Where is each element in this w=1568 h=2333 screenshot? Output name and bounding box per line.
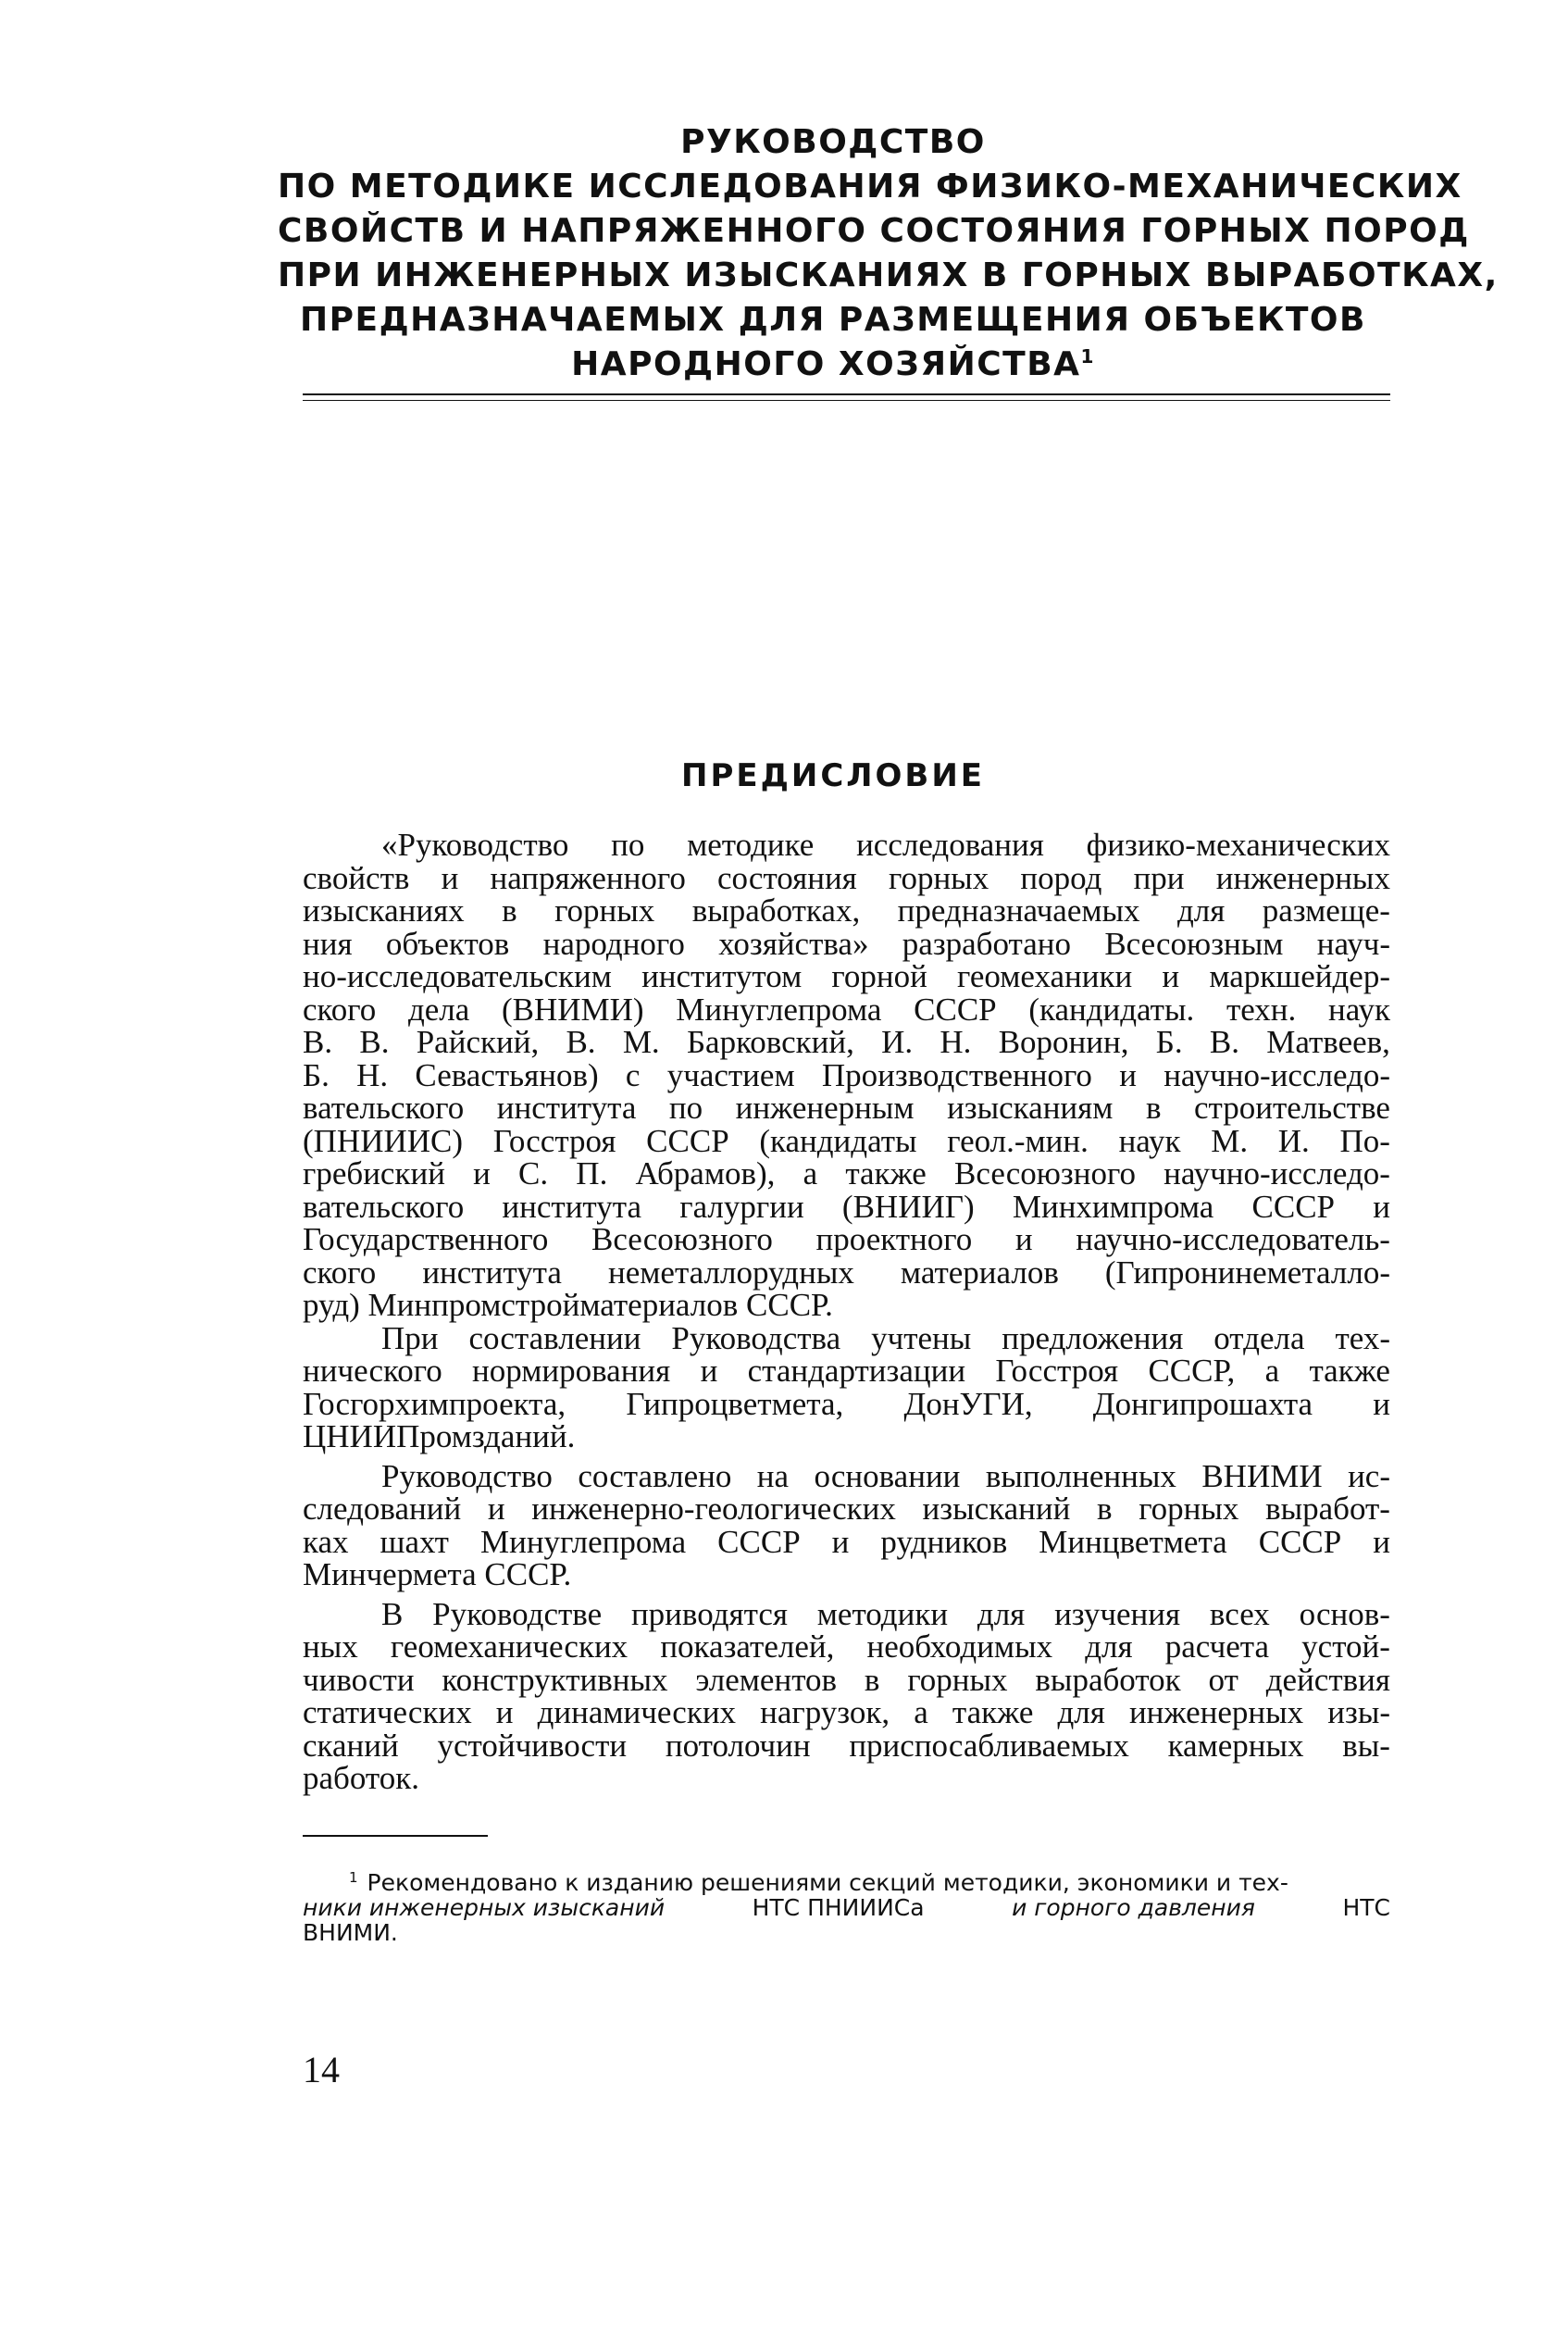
word: инженерных bbox=[1128, 1694, 1304, 1730]
word: конструктивных bbox=[442, 1661, 668, 1698]
word: Донгипрошахта bbox=[1092, 1385, 1313, 1422]
footnote-line-2 bbox=[303, 1895, 1390, 1920]
word: В. bbox=[566, 1024, 596, 1060]
word: нического bbox=[303, 1353, 442, 1389]
word: хозяйства» bbox=[718, 925, 869, 962]
text-line bbox=[303, 859, 1390, 896]
word: научно-исследо- bbox=[1164, 1155, 1390, 1191]
word: Н. bbox=[940, 1024, 972, 1060]
document-title bbox=[278, 120, 1499, 387]
title-footnote-mark: 1 bbox=[1080, 345, 1095, 368]
word: приводятся bbox=[630, 1595, 788, 1632]
word: науч- bbox=[1316, 925, 1390, 962]
word: в bbox=[1097, 1491, 1113, 1527]
text-line bbox=[303, 1630, 1390, 1664]
word: методике bbox=[687, 827, 815, 863]
paragraph-3 bbox=[303, 1457, 1390, 1592]
title-line: СВОЙСТВ И НАПРЯЖЕННОГО СОСТОЯНИЯ ГОРНЫХ ПОРОД bbox=[278, 212, 1470, 250]
text-line bbox=[303, 1354, 1390, 1388]
word: устой- bbox=[1301, 1628, 1390, 1665]
text-line: работок. bbox=[303, 1760, 419, 1796]
word: исследования bbox=[856, 827, 1044, 863]
word: галургии bbox=[679, 1188, 804, 1225]
text-line bbox=[303, 1056, 1390, 1093]
word: по bbox=[611, 827, 645, 863]
word: для bbox=[977, 1595, 1026, 1632]
word: инженерным bbox=[735, 1090, 915, 1126]
word: ис- bbox=[1348, 1457, 1390, 1494]
text-line bbox=[303, 1223, 1390, 1256]
word: участием bbox=[666, 1056, 795, 1093]
word: а bbox=[1264, 1353, 1280, 1389]
text-line bbox=[303, 1385, 1390, 1422]
word: неметаллорудных bbox=[608, 1254, 854, 1291]
word: показателей, bbox=[660, 1628, 835, 1665]
word: и bbox=[1373, 1188, 1390, 1225]
word: СССР bbox=[646, 1122, 729, 1159]
word: а bbox=[803, 1155, 818, 1191]
word: также bbox=[845, 1155, 927, 1191]
word: М. bbox=[622, 1024, 660, 1060]
word: Барковский, bbox=[686, 1024, 854, 1060]
word: И. bbox=[1277, 1122, 1310, 1159]
title-line-last bbox=[278, 343, 1388, 387]
word: выполненных bbox=[985, 1457, 1176, 1494]
footnote bbox=[303, 1870, 1390, 1945]
word: (Гипронинеметалло- bbox=[1104, 1254, 1390, 1291]
text-line bbox=[303, 894, 1390, 928]
text-line bbox=[303, 1457, 1390, 1494]
word: состояния bbox=[717, 859, 857, 896]
footnote-text: Рекомендовано к изданию решениями секций методики, экономики и тех- bbox=[367, 1869, 1288, 1896]
word: нормирования bbox=[472, 1353, 671, 1389]
word: а bbox=[914, 1694, 928, 1730]
word: По- bbox=[1339, 1122, 1390, 1159]
word: и bbox=[487, 1491, 505, 1527]
word: техн. bbox=[1226, 991, 1297, 1028]
word: сканий bbox=[303, 1727, 399, 1764]
word: геомеханики bbox=[957, 958, 1133, 994]
word: вательского bbox=[303, 1188, 465, 1225]
word: составлено bbox=[578, 1457, 732, 1494]
word: Руководства bbox=[671, 1319, 841, 1356]
word: и bbox=[1119, 1056, 1137, 1093]
title-divider bbox=[303, 393, 1390, 401]
text-line bbox=[303, 1157, 1390, 1191]
text-line bbox=[303, 1092, 1390, 1125]
text-line bbox=[303, 1188, 1390, 1225]
word: для bbox=[1057, 1694, 1105, 1730]
word: горной bbox=[831, 958, 927, 994]
word: горных bbox=[1139, 1491, 1239, 1527]
word: СССР bbox=[1258, 1523, 1342, 1560]
word: в bbox=[502, 892, 517, 929]
word: и bbox=[1014, 1221, 1033, 1257]
title-line: ПРЕДНАЗНАЧАЕМЫХ ДЛЯ РАЗМЕЩЕНИЯ ОБЪЕКТОВ bbox=[300, 301, 1366, 339]
word: наук bbox=[1327, 991, 1390, 1028]
word: гребиский bbox=[303, 1155, 445, 1191]
text-line: Минчермета СССР. bbox=[303, 1556, 572, 1592]
word: вательского bbox=[303, 1090, 465, 1126]
word: выработок bbox=[1035, 1661, 1181, 1698]
word: Всесоюзного bbox=[591, 1221, 773, 1257]
word: необходимых bbox=[866, 1628, 1053, 1665]
word: Матвеев, bbox=[1266, 1024, 1390, 1060]
word: следований bbox=[303, 1491, 462, 1527]
text-line bbox=[303, 993, 1390, 1027]
word: горных bbox=[907, 1661, 1008, 1698]
word: предложения bbox=[1002, 1319, 1184, 1356]
word: основании bbox=[814, 1457, 961, 1494]
page-number: 14 bbox=[303, 2049, 340, 2090]
text-line bbox=[303, 1026, 1390, 1059]
word: изы- bbox=[1327, 1694, 1390, 1730]
title-line: ПРИ ИНЖЕНЕРНЫХ ИЗЫСКАНИЯХ В ГОРНЫХ ВЫРАБОТКАХ, bbox=[278, 256, 1499, 294]
text-line: ЦНИИПромзданий. bbox=[303, 1418, 576, 1454]
word: учтены bbox=[871, 1319, 972, 1356]
word: в bbox=[864, 1661, 880, 1698]
word: института bbox=[496, 1090, 637, 1126]
word: стандартизации bbox=[747, 1353, 966, 1389]
word: чивости bbox=[303, 1661, 415, 1698]
word: и bbox=[1373, 1385, 1390, 1422]
word: Н. bbox=[356, 1056, 389, 1093]
word: СССР bbox=[717, 1523, 801, 1560]
word: маркшейдер- bbox=[1209, 958, 1390, 994]
word: разработано bbox=[902, 925, 1072, 962]
word: Минхимпрома bbox=[1012, 1188, 1214, 1225]
word: дела bbox=[407, 991, 470, 1028]
footnote-line-1 bbox=[303, 1870, 1390, 1895]
word: Воронин, bbox=[998, 1024, 1129, 1060]
word: Минуглепрома bbox=[479, 1523, 687, 1560]
word: ДонУГИ, bbox=[903, 1385, 1033, 1422]
word: и bbox=[831, 1523, 850, 1560]
word: и bbox=[1373, 1523, 1390, 1560]
paragraph-4 bbox=[303, 1595, 1390, 1796]
section-heading: ПРЕДИСЛОВИЕ bbox=[680, 757, 986, 794]
word: ского bbox=[303, 991, 377, 1028]
word: камерных bbox=[1167, 1727, 1304, 1764]
word: инженерных bbox=[1215, 859, 1390, 896]
footnote-line-3: ВНИМИ. bbox=[303, 1919, 398, 1946]
word: для bbox=[1085, 1628, 1133, 1665]
word: с bbox=[625, 1056, 641, 1093]
word: методики bbox=[816, 1595, 949, 1632]
word: строительстве bbox=[1194, 1090, 1390, 1126]
word: Руководство bbox=[381, 1457, 553, 1494]
word: ных bbox=[303, 1628, 358, 1665]
word: В bbox=[381, 1595, 404, 1632]
word: изысканиям bbox=[947, 1090, 1114, 1126]
word: отдела bbox=[1213, 1319, 1305, 1356]
word: Всесоюзным bbox=[1104, 925, 1284, 962]
word: Б. bbox=[1155, 1024, 1183, 1060]
word: П. bbox=[576, 1155, 608, 1191]
word: по bbox=[668, 1090, 703, 1126]
text-line bbox=[303, 1523, 1390, 1560]
word: В. bbox=[359, 1024, 390, 1060]
word: (ВНИИГ) bbox=[841, 1188, 975, 1225]
word: горных bbox=[888, 859, 989, 896]
text-line bbox=[303, 1256, 1390, 1290]
word: напряженного bbox=[490, 859, 686, 896]
word: ния bbox=[303, 925, 353, 962]
footnote-divider bbox=[303, 1835, 488, 1837]
text-line bbox=[303, 1595, 1390, 1632]
word: объектов bbox=[385, 925, 510, 962]
word: от bbox=[1208, 1661, 1238, 1698]
word: В. bbox=[1209, 1024, 1239, 1060]
word: геомеханических bbox=[390, 1628, 628, 1665]
word: геол.-мин. bbox=[947, 1122, 1089, 1159]
word: Гипроцветмета, bbox=[626, 1385, 844, 1422]
title-line: ПО МЕТОДИКЕ ИССЛЕДОВАНИЯ ФИЗИКО-МЕХАНИЧЕСКИХ bbox=[278, 168, 1462, 206]
title-line: РУКОВОДСТВО bbox=[680, 123, 986, 161]
word: института bbox=[502, 1188, 642, 1225]
word: Абрамов), bbox=[635, 1155, 776, 1191]
word: наук bbox=[1118, 1122, 1181, 1159]
word: Госстроя bbox=[995, 1353, 1119, 1389]
word: СССР, bbox=[1148, 1353, 1236, 1389]
word: и bbox=[1162, 958, 1180, 994]
text-line: руд) Минпромстройматериалов СССР. bbox=[303, 1287, 833, 1323]
word: выработках, bbox=[691, 892, 861, 929]
word: изучения bbox=[1054, 1595, 1181, 1632]
word: СССР bbox=[1251, 1188, 1336, 1225]
word: устойчивости bbox=[437, 1727, 628, 1764]
word: нагрузок, bbox=[760, 1694, 890, 1730]
word: также bbox=[1309, 1353, 1390, 1389]
word: проектного bbox=[815, 1221, 973, 1257]
word: С. bbox=[518, 1155, 549, 1191]
word: составлении bbox=[468, 1319, 641, 1356]
word: статических bbox=[303, 1694, 472, 1730]
word: института bbox=[422, 1254, 562, 1291]
word: При bbox=[381, 1319, 439, 1356]
word: Госстроя bbox=[492, 1122, 616, 1159]
word: (кандидаты. bbox=[1028, 991, 1195, 1028]
footnote-text: НТС bbox=[1342, 1894, 1390, 1921]
word: Госгорхимпроекта, bbox=[303, 1385, 566, 1422]
word: предназначаемых bbox=[897, 892, 1140, 929]
word: инженерно-геологических bbox=[531, 1491, 896, 1527]
word: вы- bbox=[1342, 1727, 1390, 1764]
footnote-text: НТС ПНИИИСа bbox=[752, 1894, 925, 1921]
body-text bbox=[303, 829, 1390, 1795]
word: для bbox=[1176, 892, 1226, 929]
word: ВНИМИ bbox=[1201, 1457, 1323, 1494]
word: материалов bbox=[900, 1254, 1059, 1291]
text-line bbox=[303, 829, 1390, 862]
word: но-исследовательским bbox=[303, 958, 612, 994]
footnote-mark: 1 bbox=[349, 1868, 358, 1886]
word: Производственного bbox=[821, 1056, 1092, 1093]
word: физико-механических bbox=[1086, 827, 1390, 863]
word: размеще- bbox=[1262, 892, 1390, 929]
word: «Руководство bbox=[381, 827, 569, 863]
title-line-text: НАРОДНОГО ХОЗЯЙСТВА bbox=[571, 345, 1081, 383]
word: также bbox=[952, 1694, 1034, 1730]
word: выработ- bbox=[1265, 1491, 1390, 1527]
text-line bbox=[303, 1729, 1390, 1763]
word: Государственного bbox=[303, 1221, 549, 1257]
word: ках bbox=[303, 1523, 349, 1560]
word: свойств bbox=[303, 859, 410, 896]
paragraph-1 bbox=[303, 829, 1390, 1322]
word: приспосабливаемых bbox=[849, 1727, 1129, 1764]
word: при bbox=[1133, 859, 1185, 896]
word: действия bbox=[1265, 1661, 1390, 1698]
word: научно-исследователь- bbox=[1076, 1221, 1390, 1257]
word: потолочин bbox=[665, 1727, 811, 1764]
word: тех- bbox=[1335, 1319, 1390, 1356]
word: горных bbox=[554, 892, 655, 929]
word: Минцветмета bbox=[1039, 1523, 1227, 1560]
word: Всесоюзного bbox=[954, 1155, 1136, 1191]
text-line bbox=[303, 1492, 1390, 1526]
footnote-text-italic: и горного давления bbox=[1012, 1894, 1255, 1921]
word: изысканиях bbox=[303, 892, 465, 929]
word: изысканий bbox=[922, 1491, 1071, 1527]
word: и bbox=[700, 1353, 718, 1389]
text-line bbox=[303, 1319, 1390, 1356]
footnote-text-italic: ники инженерных изысканий bbox=[303, 1894, 666, 1921]
word: динамических bbox=[537, 1694, 737, 1730]
word: (ВНИМИ) bbox=[501, 991, 644, 1028]
word: на bbox=[756, 1457, 790, 1494]
text-line bbox=[303, 925, 1390, 962]
footnote-line-1-text bbox=[349, 1870, 1288, 1895]
word: ского bbox=[303, 1254, 377, 1291]
word: рудников bbox=[880, 1523, 1008, 1560]
word: Руководстве bbox=[432, 1595, 603, 1632]
word: (ПНИИИС) bbox=[303, 1122, 464, 1159]
word: в bbox=[1145, 1090, 1162, 1126]
word: Минуглепрома bbox=[676, 991, 882, 1028]
paragraph-2 bbox=[303, 1319, 1390, 1454]
text-line bbox=[303, 1661, 1390, 1698]
word: и bbox=[441, 859, 459, 896]
word: народного bbox=[542, 925, 685, 962]
word: В. bbox=[303, 1024, 333, 1060]
word: пород bbox=[1020, 859, 1102, 896]
text-line bbox=[303, 1696, 1390, 1729]
word: расчета bbox=[1164, 1628, 1270, 1665]
word: и bbox=[473, 1155, 491, 1191]
word: шахт bbox=[380, 1523, 449, 1560]
word: основ- bbox=[1299, 1595, 1390, 1632]
word: элементов bbox=[695, 1661, 838, 1698]
word: Райский, bbox=[416, 1024, 540, 1060]
word: институтом bbox=[641, 958, 803, 994]
word: М. bbox=[1211, 1122, 1249, 1159]
text-line bbox=[303, 1122, 1390, 1159]
word: научно-исследо- bbox=[1164, 1056, 1390, 1093]
word: СССР bbox=[914, 991, 997, 1028]
word: И. bbox=[881, 1024, 914, 1060]
word: (кандидаты bbox=[759, 1122, 917, 1159]
word: и bbox=[495, 1694, 514, 1730]
word: Севастьянов) bbox=[415, 1056, 599, 1093]
word: всех bbox=[1209, 1595, 1270, 1632]
text-line bbox=[303, 960, 1390, 993]
word: Б. bbox=[303, 1056, 330, 1093]
